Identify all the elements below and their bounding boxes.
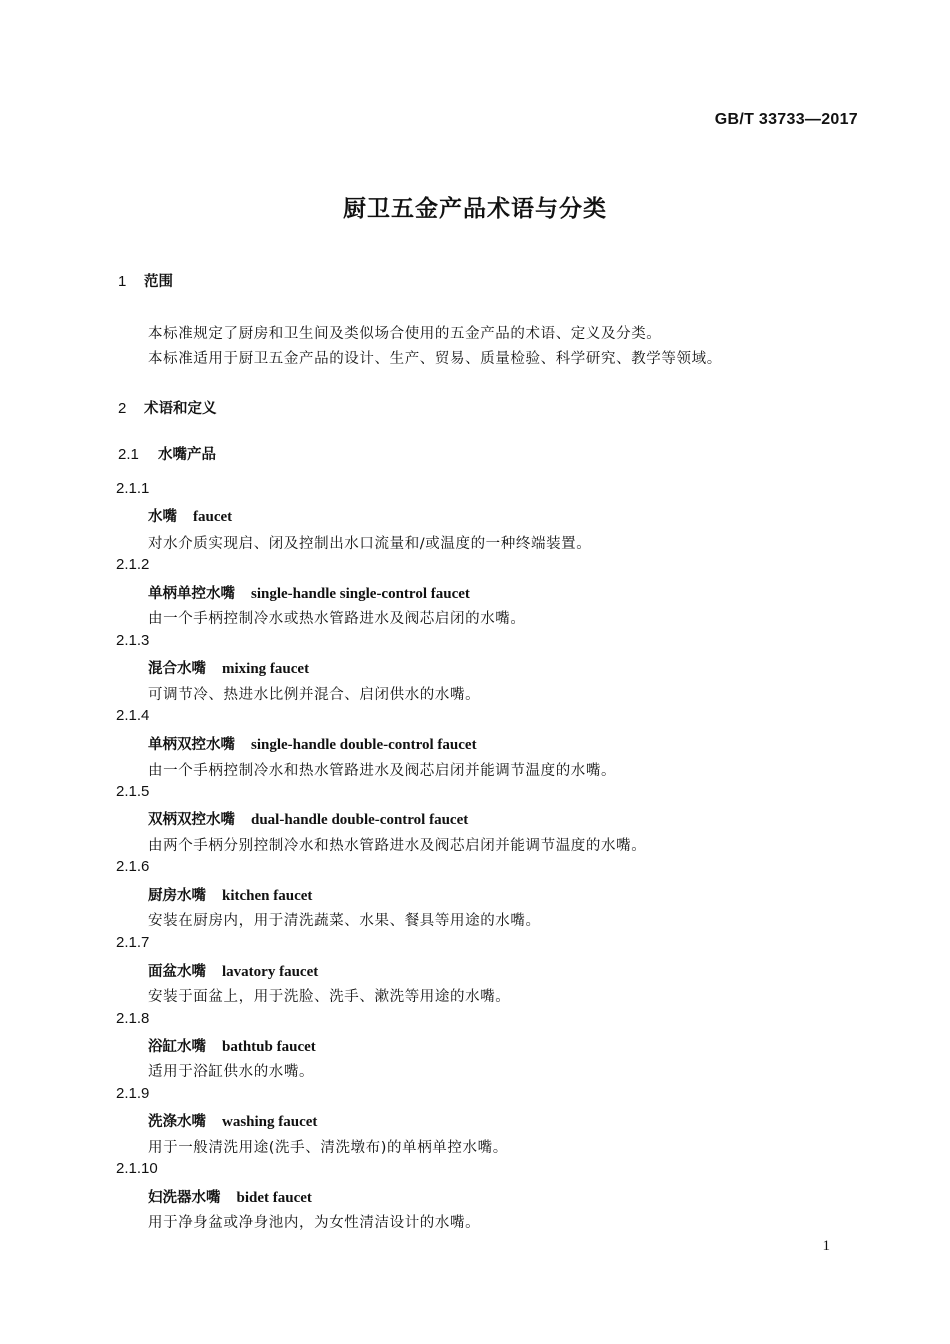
- term-en: mixing faucet: [222, 661, 310, 677]
- term-name: [148, 733, 477, 754]
- subsection-2-1-heading: [118, 443, 216, 464]
- document-title: 厨卫五金产品术语与分类: [343, 196, 607, 222]
- section-1-title: 范围: [144, 274, 173, 290]
- term-name: [148, 657, 309, 678]
- term-name: [148, 960, 318, 981]
- term-zh: 厨房水嘴: [148, 888, 206, 904]
- term-definition: 适用于浴缸供水的水嘴。: [148, 1064, 315, 1080]
- subsection-title: 水嘴产品: [158, 447, 216, 463]
- subsection-number: 2.1: [118, 446, 139, 463]
- term-zh: 水嘴: [148, 509, 177, 525]
- term-definition: 安装在厨房内，用于清洗蔬菜、水果、餐具等用途的水嘴。: [148, 913, 541, 929]
- term-name: [148, 1035, 316, 1056]
- term-zh: 妇洗器水嘴: [148, 1190, 221, 1206]
- term-definition: 由一个手柄控制冷水或热水管路进水及阀芯启闭的水嘴。: [148, 611, 526, 627]
- term-number: 2.1.2: [116, 556, 150, 573]
- term-zh: 混合水嘴: [148, 661, 206, 677]
- term-en: bidet faucet: [236, 1190, 312, 1206]
- term-number: 2.1.3: [116, 632, 150, 649]
- term-en: lavatory faucet: [222, 964, 319, 980]
- term-number: 2.1.4: [116, 707, 150, 724]
- standard-code: GB/T 33733—2017: [714, 111, 858, 128]
- term-zh: 洗涤水嘴: [148, 1114, 206, 1130]
- term-en: faucet: [193, 509, 233, 525]
- term-zh: 双柄双控水嘴: [148, 812, 235, 828]
- section-2-heading: [118, 397, 217, 418]
- term-definition: 对水介质实现启、闭及控制出水口流量和/或温度的一种终端装置。: [148, 536, 592, 552]
- term-name: [148, 505, 232, 526]
- term-en: single-handle double-control faucet: [251, 737, 477, 753]
- term-en: single-handle single-control faucet: [251, 586, 470, 602]
- term-name: [148, 808, 468, 829]
- term-number: 2.1.8: [116, 1010, 150, 1027]
- term-name: [148, 1110, 317, 1131]
- term-definition: 用于净身盆或净身池内，为女性清洁设计的水嘴。: [148, 1215, 481, 1231]
- term-definition: 可调节冷、热进水比例并混合、启闭供水的水嘴。: [148, 687, 481, 703]
- scope-paragraph-2: 本标准适用于厨卫五金产品的设计、生产、贸易、质量检验、科学研究、教学等领域。: [148, 351, 722, 367]
- term-number: 2.1.7: [116, 934, 150, 951]
- scope-paragraph-1: 本标准规定了厨房和卫生间及类似场合使用的五金产品的术语、定义及分类。: [148, 326, 662, 342]
- term-number: 2.1.6: [116, 858, 150, 875]
- term-name: [148, 884, 312, 905]
- term-en: bathtub faucet: [222, 1039, 316, 1055]
- term-en: washing faucet: [222, 1114, 318, 1130]
- term-en: kitchen faucet: [222, 888, 313, 904]
- term-zh: 面盆水嘴: [148, 964, 206, 980]
- term-definition: 由两个手柄分别控制冷水和热水管路进水及阀芯启闭并能调节温度的水嘴。: [148, 838, 647, 854]
- term-number: 2.1.9: [116, 1085, 150, 1102]
- term-zh: 浴缸水嘴: [148, 1039, 206, 1055]
- section-1-number: 1: [118, 273, 127, 290]
- term-zh: 单柄双控水嘴: [148, 737, 235, 753]
- term-definition: 安装于面盆上，用于洗脸、洗手、漱洗等用途的水嘴。: [148, 989, 511, 1005]
- term-number: 2.1.1: [116, 480, 150, 497]
- term-name: [148, 1186, 312, 1207]
- section-2-number: 2: [118, 400, 127, 417]
- term-definition: 由一个手柄控制冷水和热水管路进水及阀芯启闭并能调节温度的水嘴。: [148, 763, 617, 779]
- section-2-title: 术语和定义: [144, 401, 217, 417]
- term-number: 2.1.10: [116, 1160, 158, 1177]
- term-zh: 单柄单控水嘴: [148, 586, 235, 602]
- term-number: 2.1.5: [116, 783, 150, 800]
- term-en: dual-handle double-control faucet: [251, 812, 469, 828]
- page-number: 1: [822, 1238, 830, 1254]
- section-1-heading: [118, 270, 173, 291]
- term-definition: 用于一般清洗用途(洗手、清洗墩布)的单柄单控水嘴。: [148, 1140, 508, 1156]
- term-name: [148, 582, 470, 603]
